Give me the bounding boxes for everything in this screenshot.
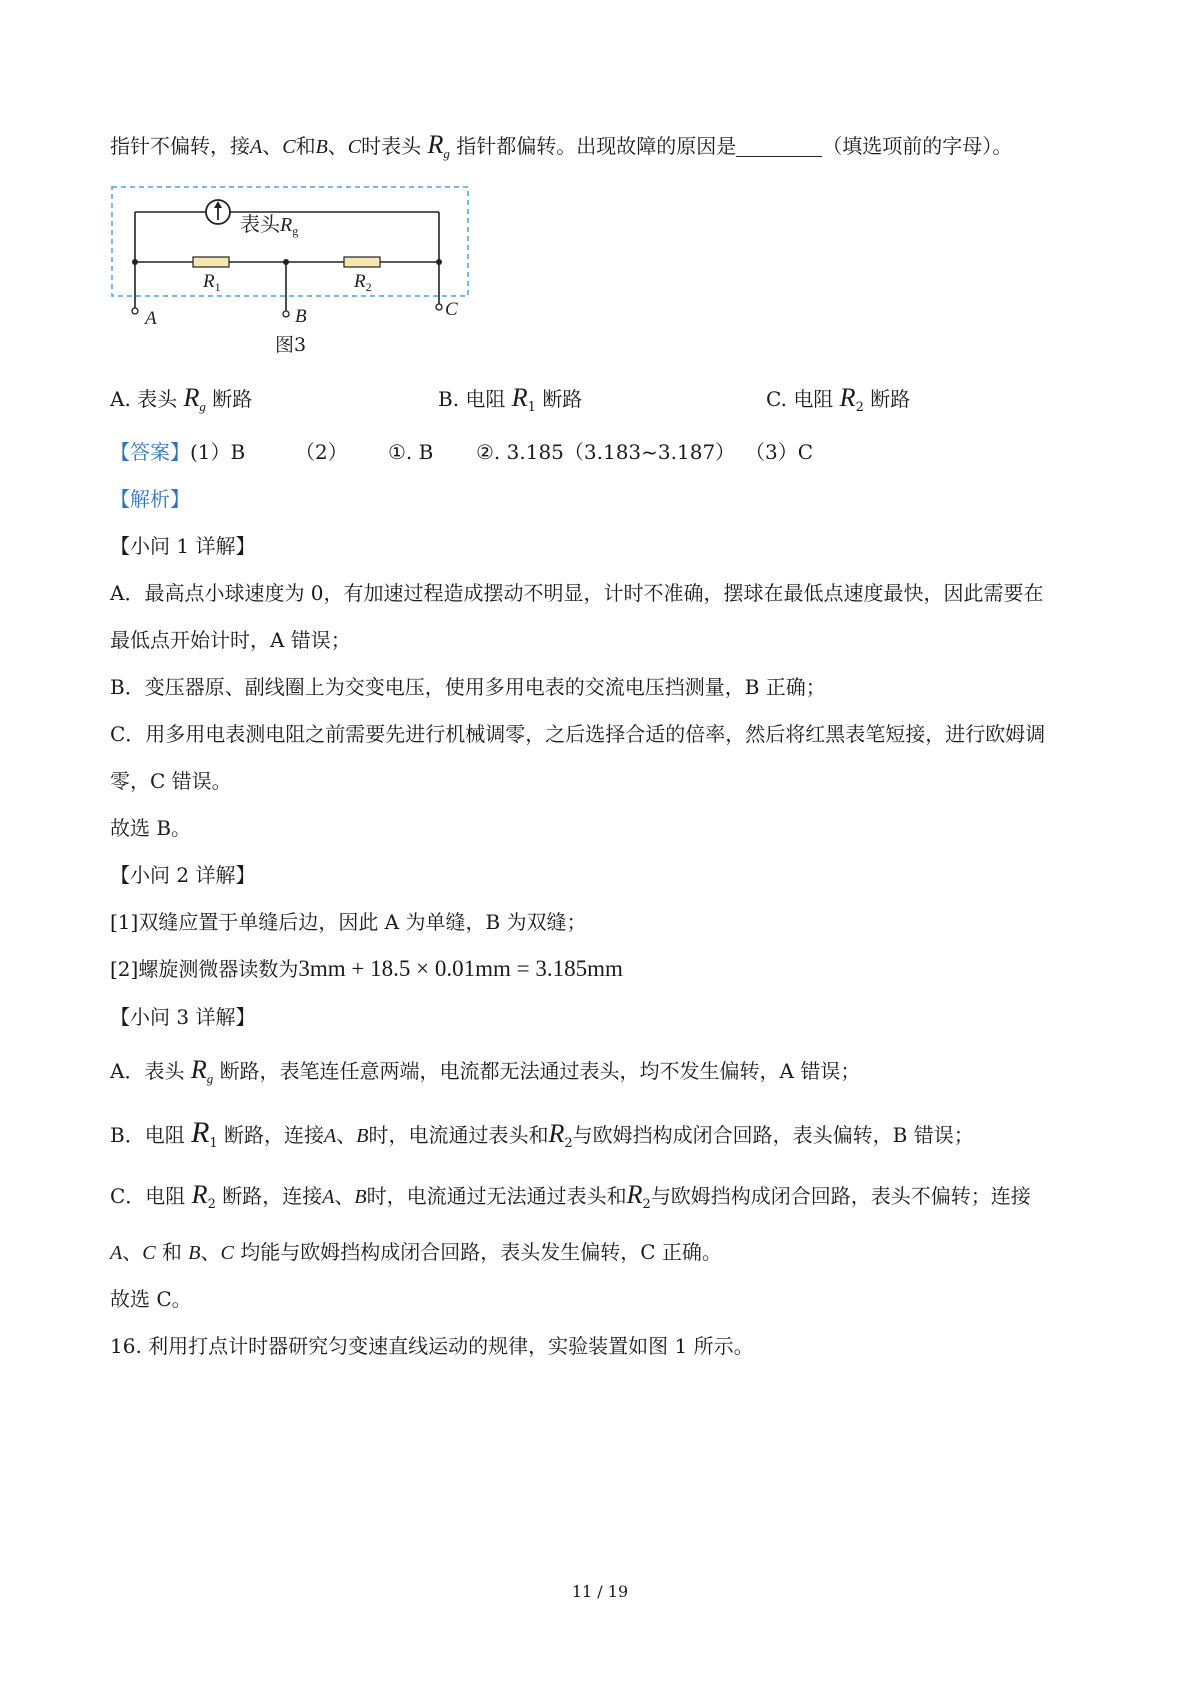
galvanometer-icon <box>206 200 230 224</box>
intro-text: 指针不偏转，接 <box>110 134 250 158</box>
var-b: B <box>356 1125 369 1147</box>
q1-option-c-line2: 零，C 错误。 <box>110 769 232 793</box>
terminal-a-label: A <box>145 308 157 329</box>
r1-var: R <box>203 271 215 292</box>
option-sub: 2 <box>855 400 864 415</box>
and-text: 和 <box>161 1240 182 1264</box>
q1-conclusion: 故选 B。 <box>110 816 192 840</box>
sep: 、 <box>334 1184 355 1208</box>
q1-option-c-line1: C．用多用电表测电阻之前需要先进行机械调零，之后选择合适的倍率，然后将红黑表笔短接，进行欧姆调 <box>110 722 1046 746</box>
var-b: B <box>354 1186 367 1208</box>
q3-text: 断路，连接 <box>224 1123 325 1147</box>
option-var: R <box>511 383 528 412</box>
option-b <box>438 383 582 423</box>
option-tail: 断路 <box>870 387 911 411</box>
meter-label-text: 表头 <box>240 212 280 236</box>
var-c: C <box>347 136 362 158</box>
q3-text: 断路，表笔连任意两端，电流都无法通过表头，均不发生偏转，A 错误； <box>219 1059 861 1083</box>
intro-text: （填选项前的字母）。 <box>822 134 1013 158</box>
q3-option-c-line2 <box>110 1237 722 1268</box>
q2-line2 <box>110 954 623 984</box>
var-a: A <box>110 1242 123 1264</box>
q1-option-b: B．变压器原、副线圈上为交变电压，使用多用电表的交流电压挡测量，B 正确； <box>110 675 826 699</box>
q2-line2-text: [2]螺旋测微器读数为 <box>110 957 299 981</box>
subscript: 1 <box>209 1136 218 1151</box>
q3-text: A．表头 <box>110 1059 185 1083</box>
option-letter: C. <box>766 387 787 411</box>
q3-text: B．电阻 <box>110 1123 185 1147</box>
q1-option-a-line1: A．最高点小球速度为 0，有加速过程造成摆动不明显，计时不准确，摆球在最低点速度最快，因此需要在 <box>110 581 1044 605</box>
q3-text: C．电阻 <box>110 1184 186 1208</box>
answer-part: （2） <box>295 440 348 464</box>
resistor-r2-icon <box>344 257 380 267</box>
terminal-b-label: B <box>295 306 307 327</box>
q3-text: 时，电流通过表头和 <box>368 1123 549 1147</box>
subscript: 2 <box>564 1136 573 1151</box>
q3-option-b <box>110 1118 974 1159</box>
option-sub: 1 <box>527 400 536 415</box>
resistor-r1-icon <box>193 257 229 267</box>
terminal-a-icon <box>132 308 138 314</box>
meter-label-r: R <box>280 214 293 236</box>
q3-text: 与欧姆挡构成闭合回路，表头不偏转；连接 <box>650 1184 1031 1208</box>
and-text: 和 <box>295 134 316 158</box>
option-tail: 断路 <box>542 387 583 411</box>
var-b: B <box>188 1242 201 1264</box>
intro-line <box>110 130 1012 169</box>
answer-line <box>110 437 814 467</box>
var-a: A <box>324 1125 337 1147</box>
var-r: R <box>191 1116 210 1149</box>
var-c: C <box>142 1242 156 1264</box>
q3-option-a <box>110 1055 860 1094</box>
var-b: B <box>315 136 328 158</box>
var-r: R <box>191 1180 208 1209</box>
subscript: g <box>206 1071 214 1086</box>
answer-part: ①. B <box>388 440 434 464</box>
figure-caption: 图3 <box>275 334 307 356</box>
q2-line1: [1]双缝应置于单缝后边，因此 A 为单缝，B 为双缝； <box>110 910 587 934</box>
sep: 、 <box>336 1123 357 1147</box>
page-number: 11 / 19 <box>571 1582 629 1601</box>
option-letter: B. <box>438 387 460 411</box>
q3-heading: 【小问 3 详解】 <box>110 1005 256 1029</box>
intro-text: 指针都偏转。出现故障的原因是 <box>456 134 737 158</box>
q3-text: 与欧姆挡构成闭合回路，表头偏转，B 错误； <box>572 1123 974 1147</box>
r1-label <box>202 271 221 294</box>
terminal-c-icon <box>436 304 442 310</box>
sep: 、 <box>200 1240 221 1264</box>
q3-text: 均能与欧姆挡构成闭合回路，表头发生偏转，C 正确。 <box>240 1240 722 1264</box>
sep: 、 <box>327 134 348 158</box>
option-text: 表头 <box>137 387 178 411</box>
var-c: C <box>282 136 296 158</box>
meter-label <box>240 212 298 238</box>
option-var: R <box>839 383 856 412</box>
answer-tag: 【答案】 <box>110 440 190 464</box>
answer-blank <box>736 136 822 157</box>
answer-part: (1）B <box>190 440 246 464</box>
var-a: A <box>322 1186 335 1208</box>
dashed-boundary <box>112 187 468 296</box>
meter-label-sub: g <box>292 224 299 238</box>
q1-heading: 【小问 1 详解】 <box>110 534 256 558</box>
r1-sub: 1 <box>214 280 221 294</box>
option-letter: A. <box>110 387 131 411</box>
var-c: C <box>220 1242 234 1264</box>
answer-part: ②. 3.185（3.183~3.187） <box>476 440 736 464</box>
q3-conclusion: 故选 C。 <box>110 1287 192 1311</box>
var-r: R <box>190 1055 207 1084</box>
r2-var: R <box>354 271 366 292</box>
option-sub: g <box>199 399 206 414</box>
sep: 、 <box>262 134 283 158</box>
q3-option-c <box>110 1180 1031 1220</box>
subscript: g <box>443 146 450 161</box>
option-text: 电阻 <box>465 387 506 411</box>
sep: 、 <box>122 1240 143 1264</box>
q2-formula: 3mm + 18.5 × 0.01mm = 3.185mm <box>298 956 623 981</box>
subscript: 2 <box>642 1197 651 1212</box>
r2-sub: 2 <box>365 280 372 294</box>
option-a <box>110 383 252 422</box>
option-c <box>766 383 910 423</box>
terminal-c-label: C <box>445 299 458 320</box>
analysis-tag: 【解析】 <box>110 487 190 511</box>
var-r: R <box>626 1180 643 1209</box>
intro-text: 时表头 <box>361 134 422 158</box>
var-r: R <box>427 130 444 159</box>
q1-option-a-line2: 最低点开始计时，A 错误； <box>110 628 351 652</box>
var-r: R <box>548 1119 565 1148</box>
q2-heading: 【小问 2 详解】 <box>110 863 256 887</box>
r2-label <box>353 271 372 294</box>
terminal-b-icon <box>283 311 289 317</box>
question-16: 16. 利用打点计时器研究匀变速直线运动的规律，实验装置如图 1 所示。 <box>110 1334 754 1358</box>
answer-part: （3）C <box>745 440 814 464</box>
option-var: R <box>183 383 200 412</box>
option-text: 电阻 <box>793 387 834 411</box>
q3-text: 时，电流通过无法通过表头和 <box>366 1184 627 1208</box>
q3-text: 断路，连接 <box>222 1184 323 1208</box>
subscript: 2 <box>207 1197 216 1212</box>
var-a: A <box>250 136 263 158</box>
option-tail: 断路 <box>212 387 253 411</box>
